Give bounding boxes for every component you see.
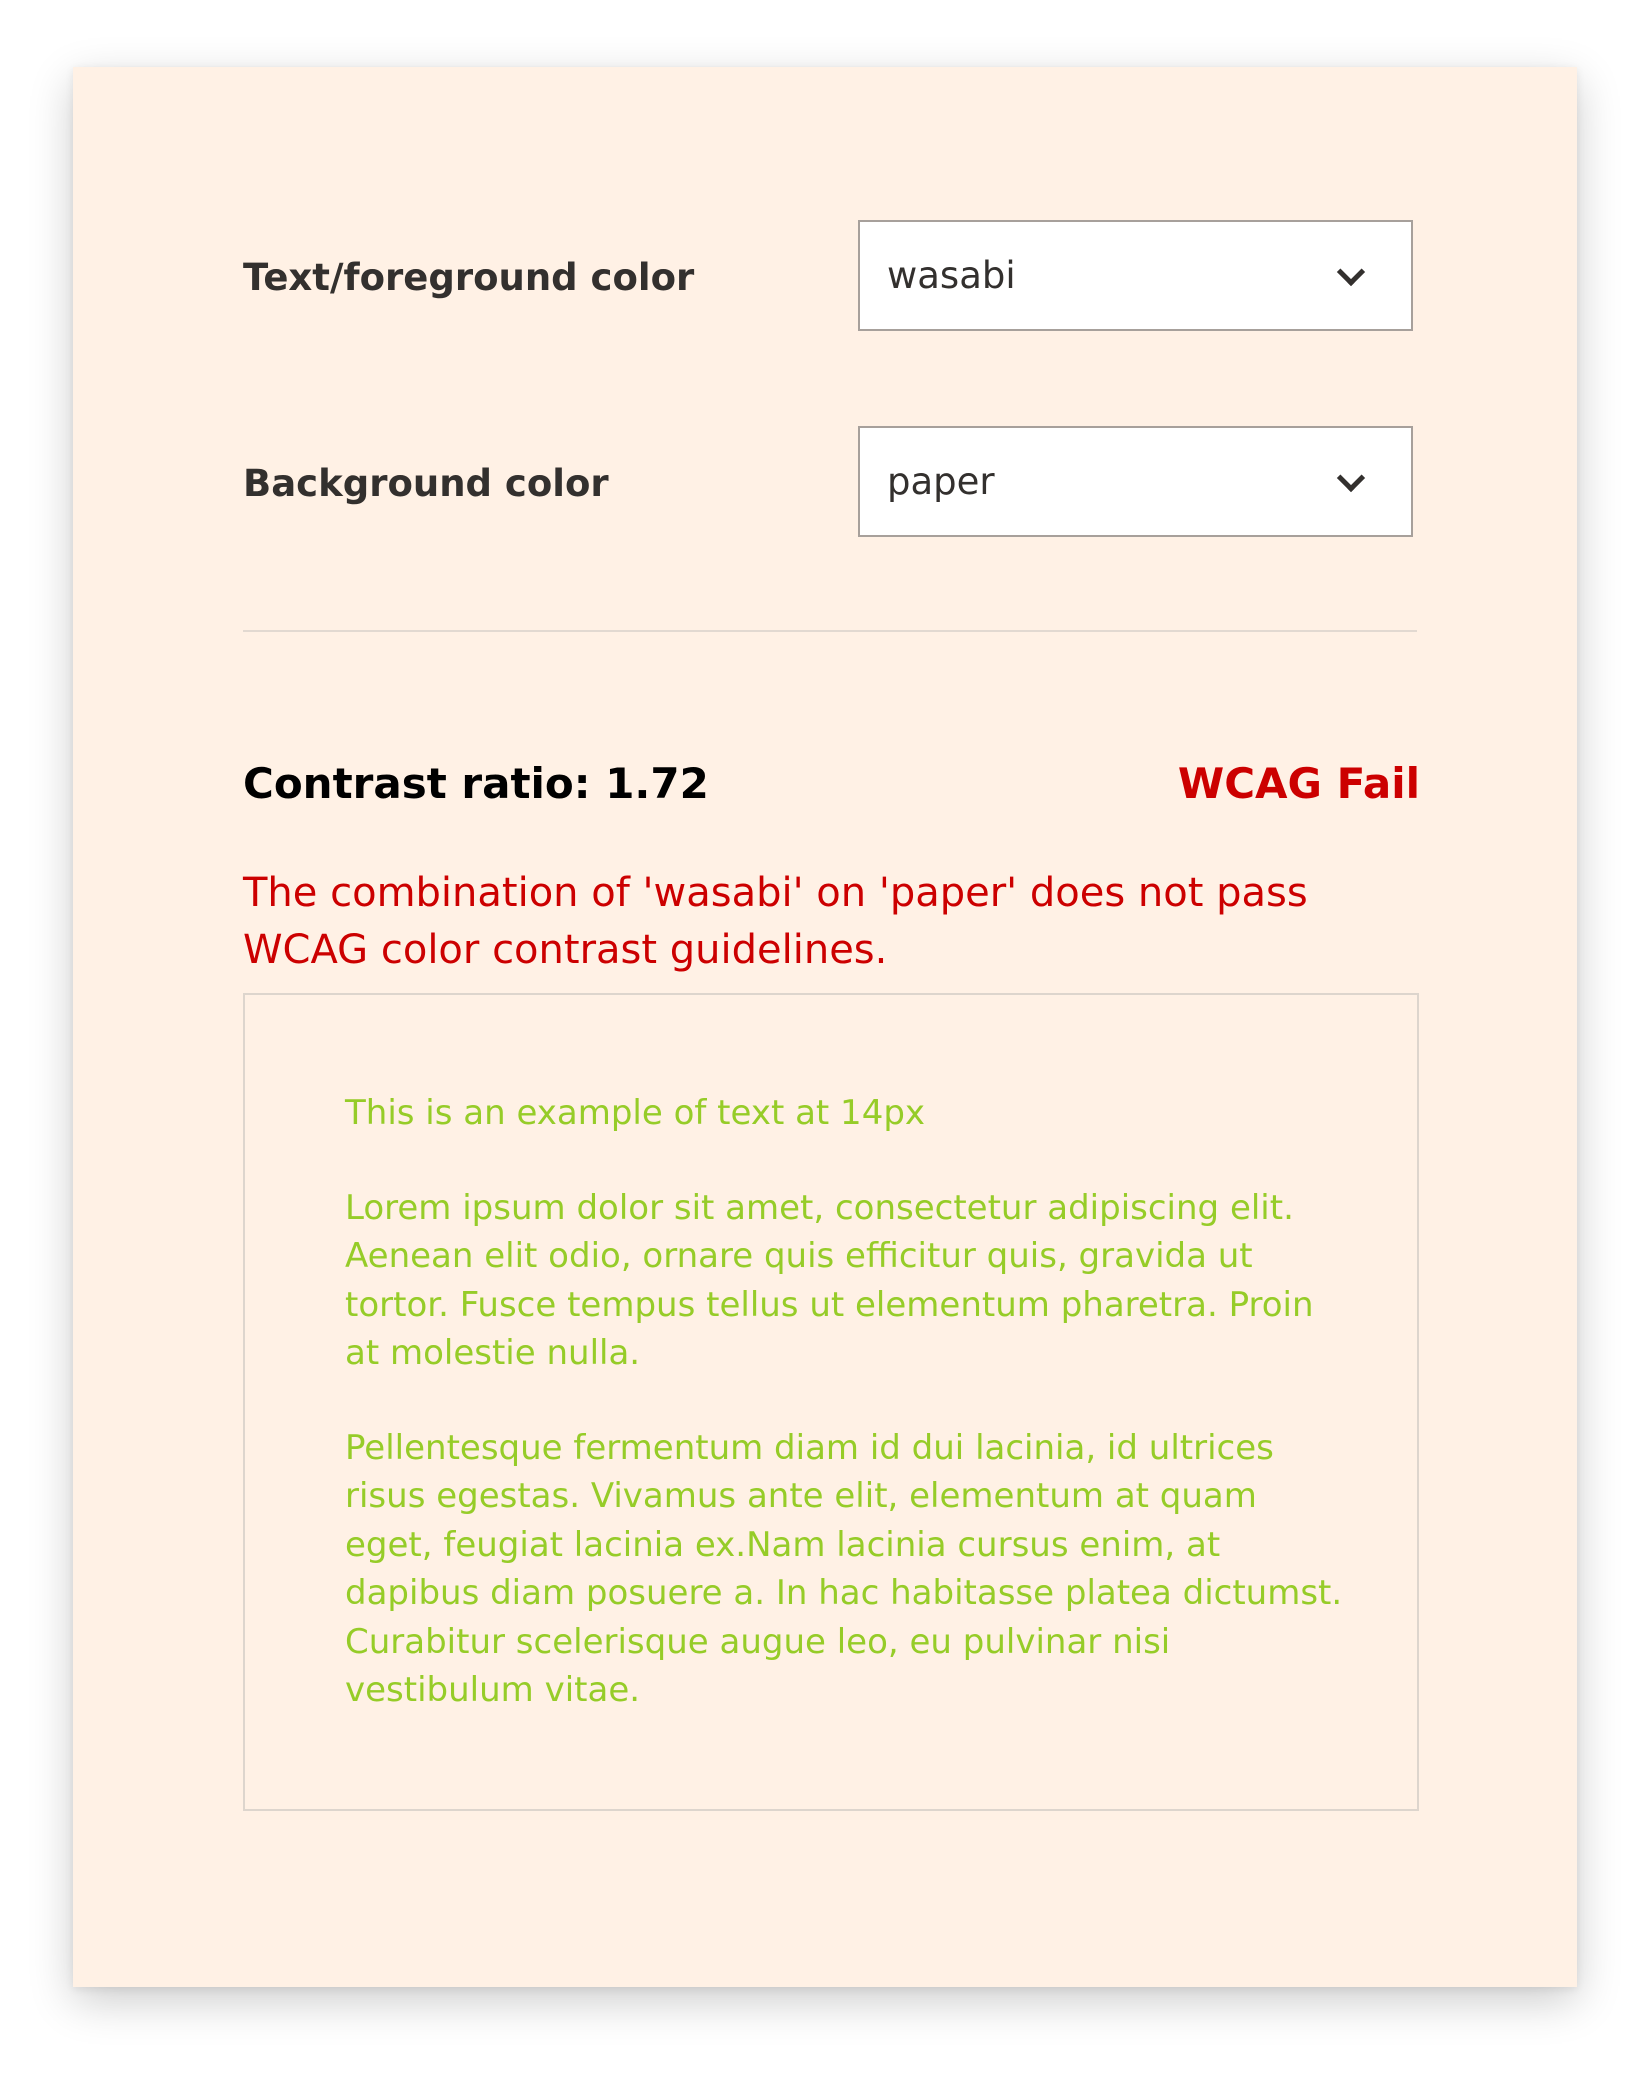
- sample-paragraph-1: Lorem ipsum dolor sit amet, consectetur adipiscing elit. Aenean elit odio, ornare quis efficitur quis, gravida ut tortor. Fusce tempus tellus ut elementum pharetra. Proin at molestie nulla.: [345, 1187, 1314, 1373]
- wcag-status-badge: WCAG Fail: [1177, 759, 1420, 808]
- sample-text-preview: [243, 993, 1419, 1811]
- foreground-color-row: [243, 220, 1417, 335]
- background-color-label: Background color: [243, 462, 609, 505]
- contrast-result-message: The combination of 'wasabi' on 'paper' does not pass WCAG color contrast guidelines.: [243, 870, 1308, 973]
- foreground-color-select[interactable]: [858, 220, 1413, 331]
- background-color-value: paper: [887, 460, 995, 503]
- chevron-down-icon: [1337, 464, 1365, 492]
- foreground-color-label: Text/foreground color: [243, 256, 695, 299]
- background-color-select[interactable]: [858, 426, 1413, 537]
- background-color-row: [243, 426, 1417, 541]
- sample-heading: This is an example of text at 14px: [345, 1093, 926, 1133]
- foreground-color-value: wasabi: [887, 254, 1016, 297]
- sample-paragraph-2: Pellentesque fermentum diam id dui lacinia, id ultrices risus egestas. Vivamus ante elit, elementum at quam eget, feugiat lacinia ex.Nam lacinia cursus enim, at dapibus diam posuere a. In hac habitasse platea dictumst. Curabitur scelerisque augue leo, eu pulvinar nisi vestibulum vitae.: [345, 1427, 1343, 1710]
- chevron-down-icon: [1337, 258, 1365, 286]
- contrast-ratio: Contrast ratio: 1.72: [243, 759, 709, 808]
- section-divider: [243, 630, 1417, 632]
- contrast-checker-card: [73, 67, 1577, 1987]
- sample-text-content: [345, 1089, 1355, 1761]
